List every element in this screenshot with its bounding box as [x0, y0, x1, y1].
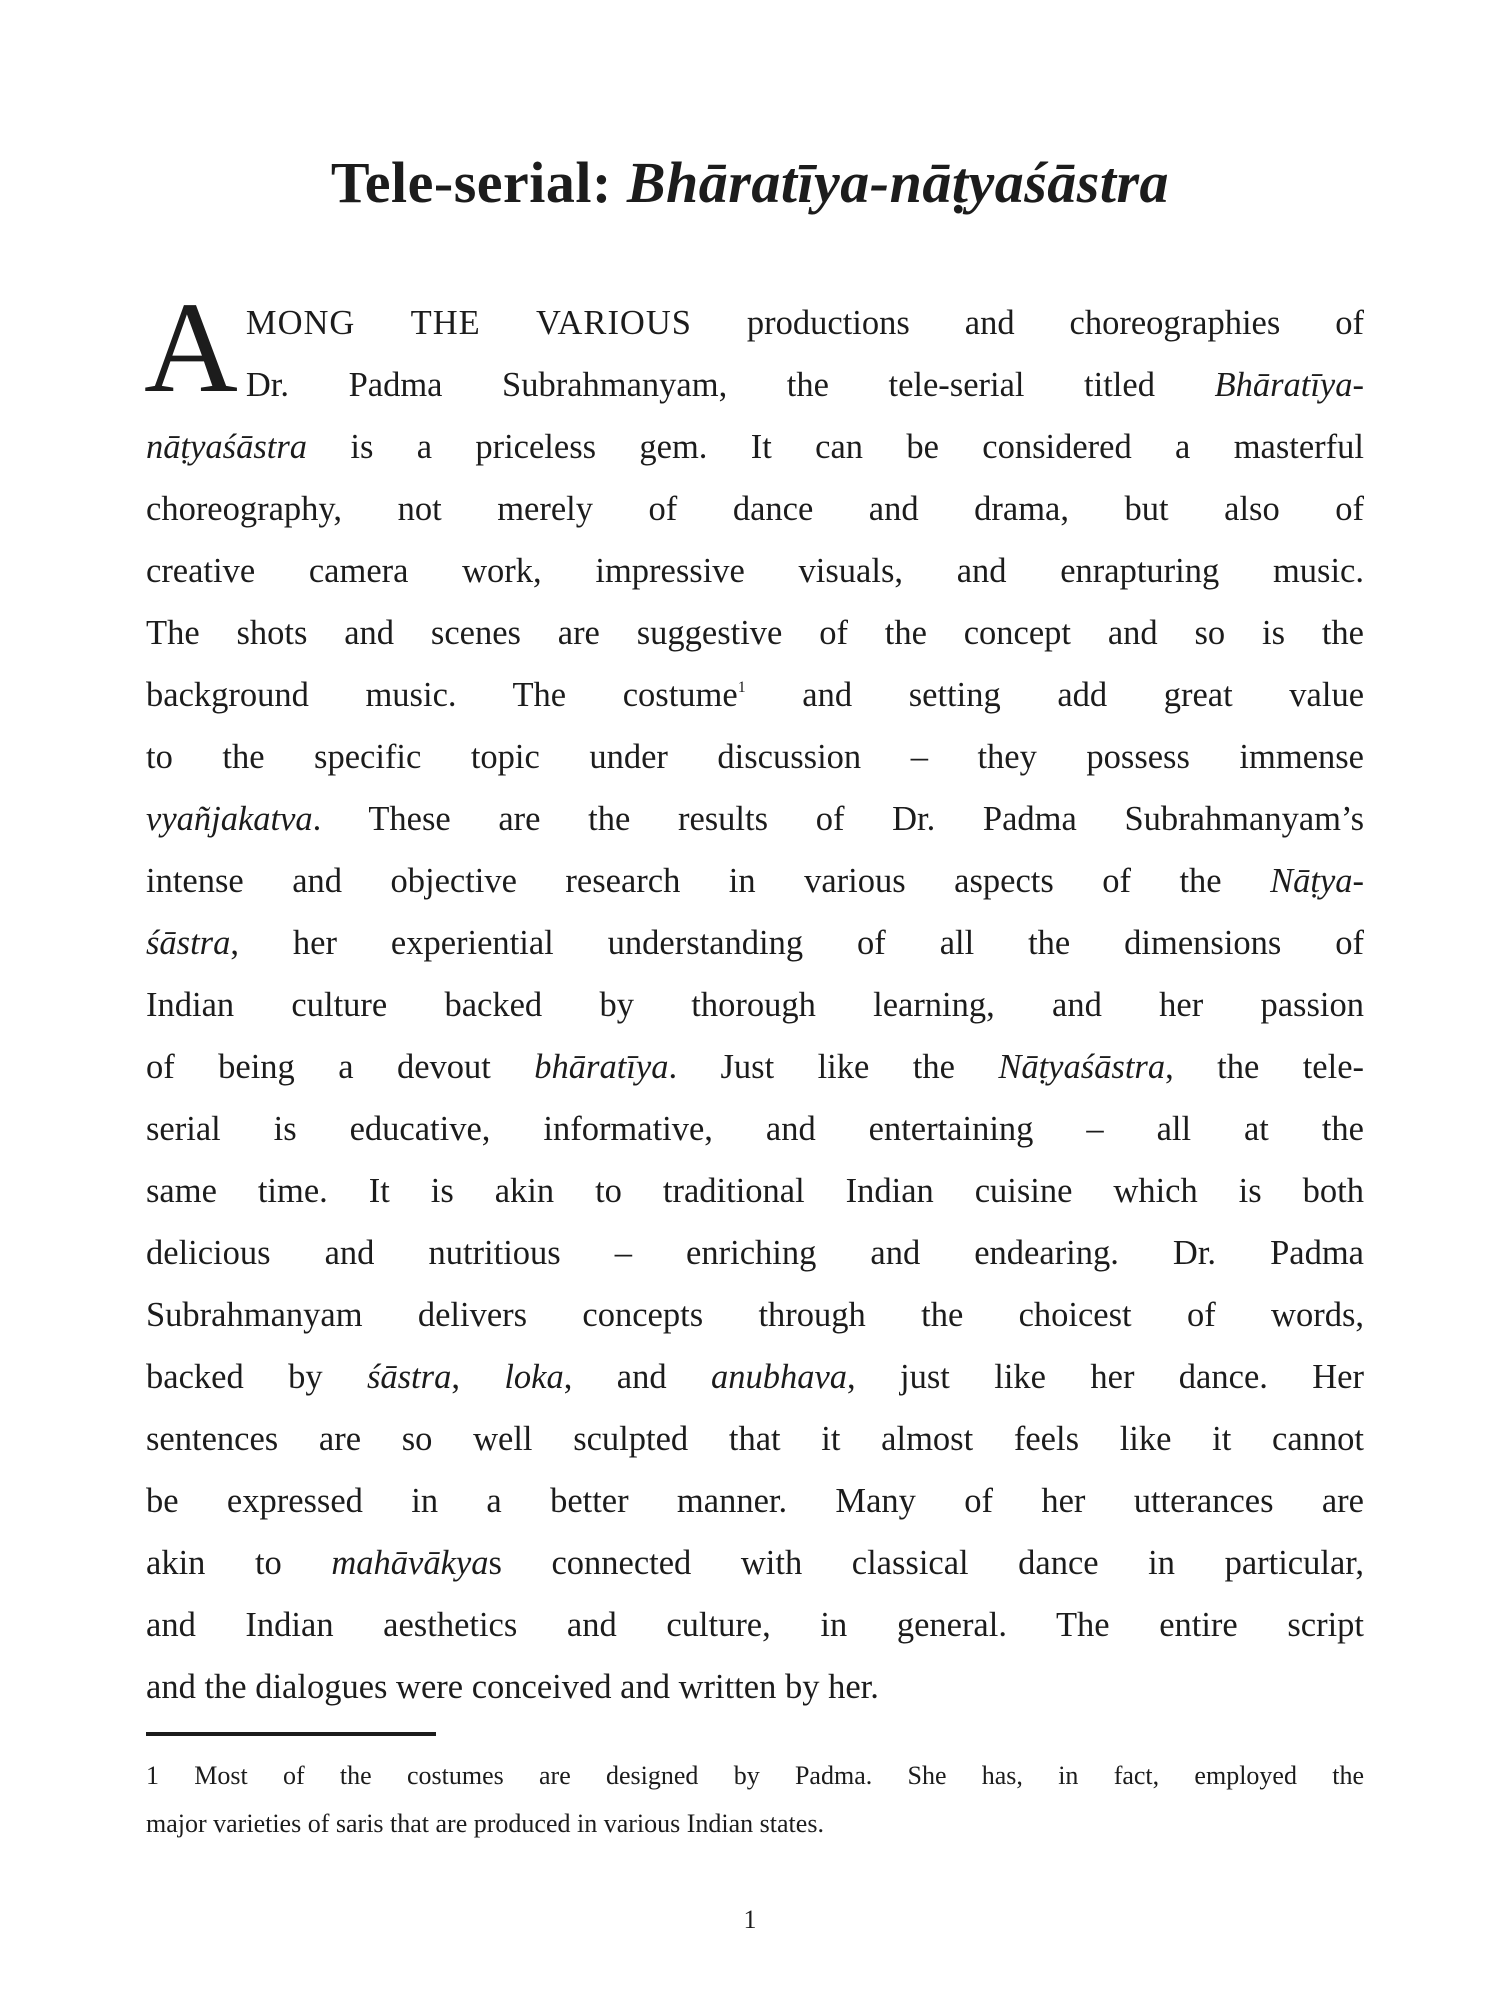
footnote-marker: 1 — [737, 679, 746, 696]
text-run: productions and choreographies of — [691, 304, 1364, 342]
italic-term: śāstra — [146, 924, 231, 962]
body-line — [146, 850, 1364, 912]
body-line — [146, 664, 1364, 726]
italic-term: Bhāratīya- — [1214, 366, 1364, 404]
text-run: background music. The costume — [146, 676, 738, 714]
body-line — [146, 1036, 1364, 1098]
body-line — [146, 788, 1364, 850]
text-run: . These are the results of Dr. Padma Subrahmanyam’s — [312, 800, 1364, 838]
body-line — [146, 726, 1364, 788]
italic-term: bhāratīya — [534, 1048, 669, 1086]
text-run: , and — [563, 1358, 711, 1396]
body-line — [146, 1284, 1364, 1346]
text-run: of being a devout — [146, 1048, 535, 1086]
italic-term: nāṭyaśāstra — [146, 428, 308, 466]
italic-term: loka — [504, 1358, 564, 1396]
text-run: same time. It is akin to traditional Indian cuisine which is both — [146, 1172, 1364, 1210]
body-line — [146, 602, 1364, 664]
body-line — [146, 1532, 1364, 1594]
text-run: , just like her dance. Her — [847, 1358, 1364, 1396]
text-run: Dr. Padma Subrahmanyam, the tele-serial titled — [245, 366, 1215, 404]
italic-term: mahāvākya — [331, 1544, 489, 1582]
text-run: , her experiential understanding of all the dimensions of — [230, 924, 1364, 962]
text-run: akin to — [146, 1544, 332, 1582]
body-line — [146, 1408, 1364, 1470]
italic-term: śāstra — [366, 1358, 452, 1396]
text-run: be expressed in a better manner. Many of her utterances are — [146, 1482, 1364, 1520]
italic-term: Nāṭyaśāstra — [998, 1048, 1166, 1086]
body-line — [146, 974, 1364, 1036]
body-line — [146, 1346, 1364, 1408]
text-run: intense and objective research in various aspects of the — [146, 862, 1271, 900]
drop-cap: A — [144, 276, 238, 420]
text-run: , — [451, 1358, 505, 1396]
text-run: , the tele- — [1165, 1048, 1365, 1086]
text-run: . Just like the — [668, 1048, 999, 1086]
chapter-title-prefix: Tele-serial: — [330, 150, 627, 215]
body-line — [146, 1160, 1364, 1222]
body-line — [146, 292, 1364, 354]
text-run: Indian culture backed by thorough learning, and her passion — [146, 986, 1364, 1024]
body-text — [144, 276, 1365, 1718]
text-run: to the specific topic under discussion – they possess immense — [146, 738, 1364, 776]
text-run: creative camera work, impressive visuals, and enrapturing music. — [146, 552, 1364, 590]
chapter-title-italic: Bhāratīya-nāṭyaśāstra — [626, 150, 1170, 215]
text-run: serial is educative, informative, and entertaining – all at the — [146, 1110, 1364, 1148]
body-line — [146, 1098, 1364, 1160]
footnote-line: major varieties of saris that are produced in various Indian states. — [146, 1809, 824, 1838]
chapter-title — [0, 148, 1500, 218]
text-run: s connected with classical dance in particular, — [488, 1544, 1364, 1582]
footnote-line: 1 Most of the costumes are designed by Padma. She has, in fact, employed the — [146, 1761, 1364, 1790]
small-caps-lead: MONG THE VARIOUS — [245, 304, 692, 342]
body-line — [146, 1656, 1364, 1718]
text-run: backed by — [146, 1358, 367, 1396]
text-run: and Indian aesthetics and culture, in general. The entire script — [146, 1606, 1364, 1644]
body-line — [146, 1222, 1364, 1284]
text-run: delicious and nutritious – enriching and endearing. Dr. Padma — [146, 1234, 1364, 1272]
page-number: 1 — [743, 1905, 757, 1934]
text-run: The shots and scenes are suggestive of the concept and so is the — [146, 614, 1364, 652]
text-run: is a priceless gem. It can be considered a masterful — [307, 428, 1364, 466]
italic-term: vyañjakatva — [146, 800, 313, 838]
italic-term: Nāṭya- — [1270, 862, 1364, 900]
text-run: choreography, not merely of dance and drama, but also of — [146, 490, 1364, 528]
body-line — [146, 1594, 1364, 1656]
body-line — [146, 540, 1364, 602]
body-line — [146, 912, 1364, 974]
body-line — [146, 416, 1364, 478]
footnote-rule — [146, 1732, 436, 1736]
text-run: and the dialogues were conceived and written by her. — [146, 1668, 879, 1706]
italic-term: anubhava — [710, 1358, 848, 1396]
body-line — [146, 478, 1364, 540]
text-run: sentences are so well sculpted that it almost feels like it cannot — [146, 1420, 1364, 1458]
body-line — [146, 354, 1364, 416]
body-line — [146, 1470, 1364, 1532]
text-run: Subrahmanyam delivers concepts through the choicest of words, — [146, 1296, 1364, 1334]
footnote — [146, 1752, 1364, 1848]
text-run: and setting add great value — [745, 676, 1365, 714]
